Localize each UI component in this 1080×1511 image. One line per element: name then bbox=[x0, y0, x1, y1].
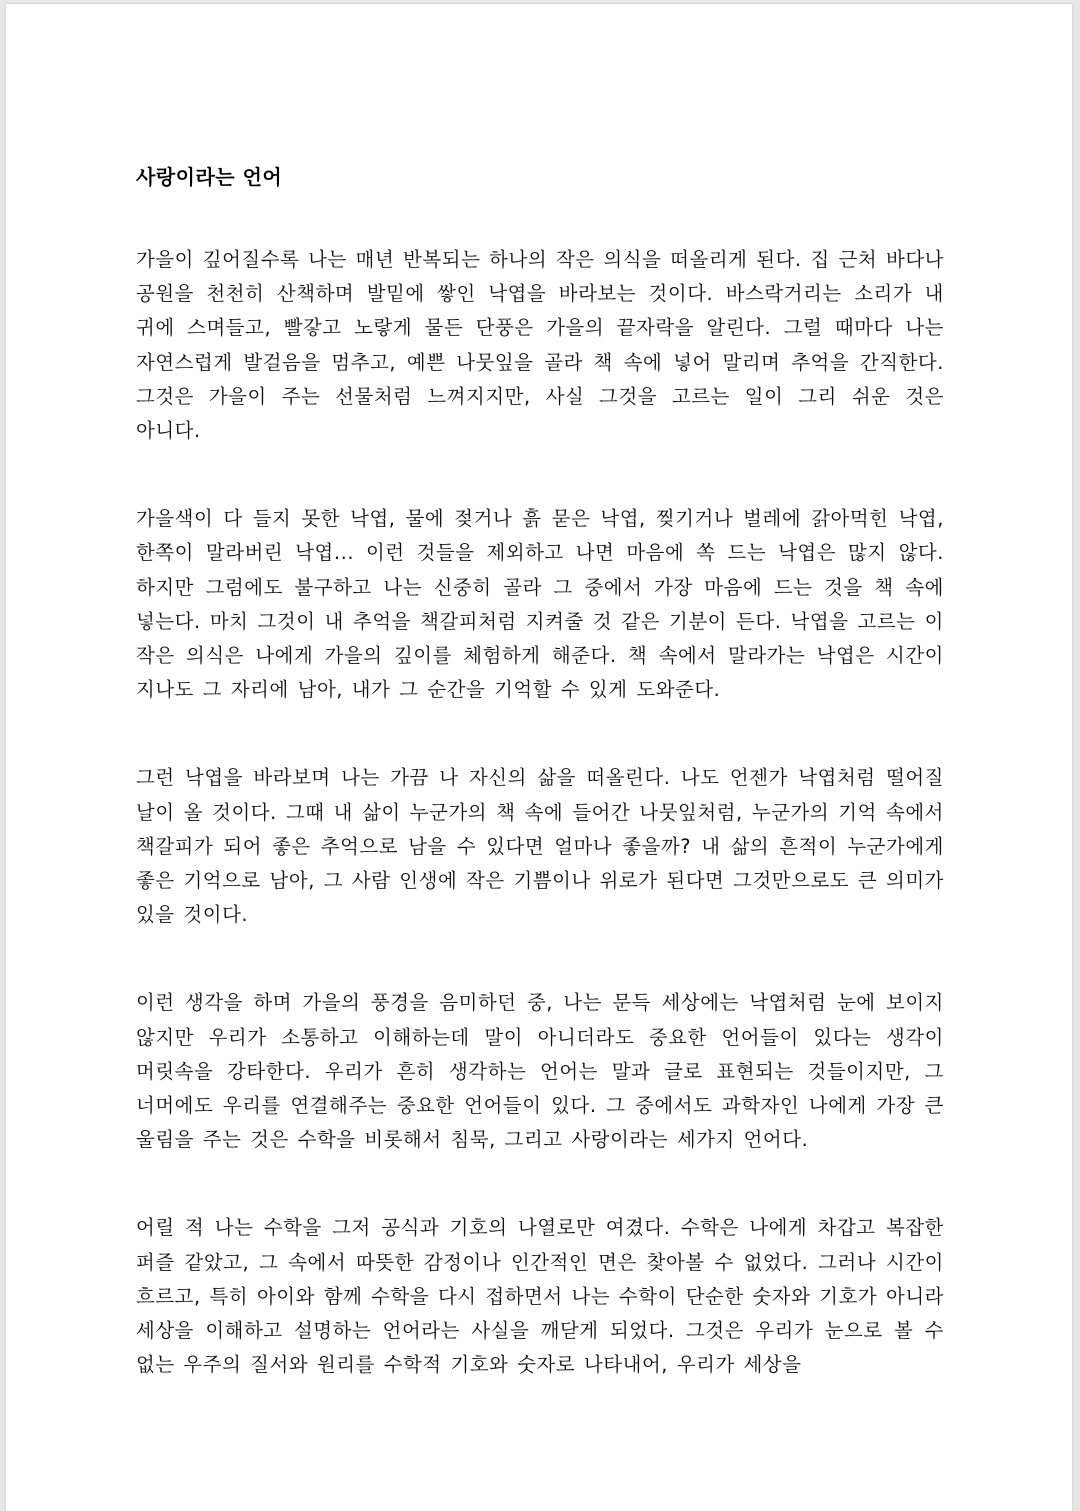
paragraph-4: 이런 생각을 하며 가을의 풍경을 음미하던 중, 나는 문득 세상에는 낙엽처럼 눈에 보이지 않지만 우리가 소통하고 이해하는데 말이 아니더라도 중요한 언어들이 있다는 생각이 머릿속을 강타한다. 우리가 흔히 생각하는 언어는 말과 글로 표현되는 것들이지만, 그 너머에도 우리를 연결해주는 중요한 언어들이 있다. 그 중에서도 과학자인 나에게 가장 큰 울림을 주는 것은 수학을 비롯해서 침묵, 그리고 사랑이라는 세가지 언어다. bbox=[136, 991, 944, 1152]
paragraph-5: 어릴 적 나는 수학을 그저 공식과 기호의 나열로만 여겼다. 수학은 나에게 차갑고 복잡한 퍼즐 같았고, 그 속에서 따뜻한 감정이나 인간적인 면은 찾아볼 수 없었다. 그러나 시간이 흐르고, 특히 아이와 함께 수학을 다시 접하면서 나는 수학이 단순한 숫자와 기호가 아니라 세상을 이해하고 설명하는 언어라는 사실을 깨닫게 되었다. 그것은 우리가 눈으로 볼 수 없는 우주의 질서와 원리를 수학적 기호와 숫자로 나타내어, 우리가 세상을 bbox=[136, 1216, 944, 1377]
paragraph-3: 그런 낙엽을 바라보며 나는 가끔 나 자신의 삶을 떠올린다. 나도 언젠가 낙엽처럼 떨어질 날이 올 것이다. 그때 내 삶이 누군가의 책 속에 들어간 나뭇잎처럼, 누군가의 기억 속에서 책갈피가 되어 좋은 추억으로 남을 수 있다면 얼마나 좋을까? 내 삶의 흔적이 누군가에게 좋은 기억으로 남아, 그 사람 인생에 작은 기쁨이나 위로가 된다면 그것만으로도 큰 의미가 있을 것이다. bbox=[136, 766, 944, 927]
paragraph-2: 가을색이 다 들지 못한 낙엽, 물에 젖거나 흙 묻은 낙엽, 찢기거나 벌레에 갉아먹힌 낙엽, 한쪽이 말라버린 낙엽... 이런 것들을 제외하고 나면 마음에 쏙 드는 낙엽은 많지 않다. 하지만 그럼에도 불구하고 나는 신중히 골라 그 중에서 가장 마음에 드는 것을 책 속에 넣는다. 마치 그것이 내 추억을 책갈피처럼 지켜줄 것 같은 기분이 든다. 낙엽을 고르는 이 작은 의식은 나에게 가을의 깊이를 체험하게 해준다. 책 속에서 말라가는 낙엽은 시간이 지나도 그 자리에 남아, 내가 그 순간을 기억할 수 있게 도와준다. bbox=[136, 507, 944, 702]
paragraph-1: 가을이 깊어질수록 나는 매년 반복되는 하나의 작은 의식을 떠올리게 된다. 집 근처 바다나 공원을 천천히 산책하며 발밑에 쌓인 낙엽을 바라보는 것이다. 바스락거리는 소리가 내 귀에 스며들고, 빨갛고 노랗게 물든 단풍은 가을의 끝자락을 알린다. 그럴 때마다 나는 자연스럽게 발걸음을 멈추고, 예쁜 나뭇잎을 골라 책 속에 넣어 말리며 추억을 간직한다. 그것은 가을이 주는 선물처럼 느껴지지만, 사실 그것을 고르는 일이 그리 쉬운 것은 아니다. bbox=[136, 248, 944, 443]
document-title: 사랑이라는 언어 bbox=[136, 165, 283, 189]
document-body bbox=[136, 243, 944, 1436]
document-page bbox=[6, 4, 1072, 1511]
